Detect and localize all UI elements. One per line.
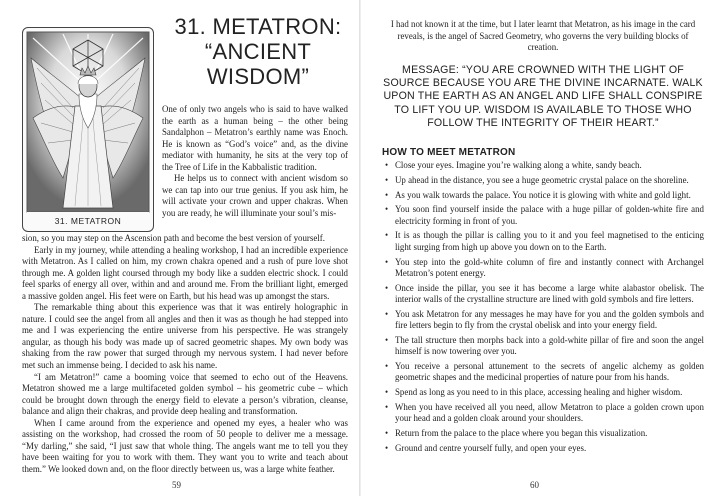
list-item bbox=[382, 428, 704, 439]
bullet-icon: • bbox=[385, 230, 389, 241]
angel-message: MESSAGE: “YOU ARE CROWNED WITH THE LIGHT OF SOURCE BECAUSE YOU ARE THE DIVINE INCARNATE. WALK UPON THE EARTH AS AN ANGEL AND LIFE SHALL CONSPIRE TO LIFT YOU UP. WISDOM IS AVAILABLE TO THOSE WHO FOLLOW THE INTEGRITY OF THEIR HEART.” bbox=[383, 64, 703, 129]
intro-paragraph: I had not known it at the time, but I later learnt that Metatron, as his image in the card reveals, is the angel of Sacred Geometry, who governs the very building blocks of creation. bbox=[390, 19, 696, 53]
metatron-card-illustration bbox=[22, 27, 154, 232]
bullet-icon: • bbox=[385, 308, 389, 319]
step-text: You receive a personal attunement to the secrets of angelic alchemy as golden geometric shapes and the medicinal properties of nature pour from his hands. bbox=[395, 360, 704, 383]
list-item bbox=[382, 160, 704, 171]
body-text bbox=[22, 233, 348, 475]
list-item bbox=[382, 387, 704, 398]
bullet-icon: • bbox=[385, 256, 389, 267]
paragraph: He helps us to connect with ancient wisdom so we can tap into our true genius. If you ask him, he will activate your crown and upper chakras. When you are ready, he will illuminate your soul’s mis- bbox=[162, 173, 348, 218]
list-item bbox=[382, 335, 704, 358]
paragraph: The remarkable thing about this experience was that it was entirely holographic in nature. I could see the angel from all angles and then it was as though he had stepped into me and I was experiencing the entire universe from his perspective. He was strangely angular, as though his body was made up of sacred geometric shapes. My own body was shaking from the raw power that surged through my nervous system. I had never before met such an immense being. I decided to ask his name. bbox=[22, 302, 348, 371]
bullet-icon: • bbox=[385, 189, 389, 200]
step-text: As you walk towards the palace. You notice it is glowing with white and gold light. bbox=[395, 189, 691, 200]
step-text: When you have received all you need, allow Metatron to place a golden crown upon your head and a golden cloak around your shoulders. bbox=[395, 401, 704, 424]
bullet-icon: • bbox=[385, 282, 389, 293]
step-text: You step into the gold-white column of fire and instantly connect with Archangel Metatron’s potent energy. bbox=[395, 256, 704, 278]
list-item bbox=[382, 309, 704, 332]
bullet-icon: • bbox=[385, 360, 389, 371]
list-item bbox=[382, 204, 704, 227]
step-text: Spend as long as you need to in this place, accessing healing and higher wisdom. bbox=[395, 387, 683, 398]
list-item bbox=[382, 361, 704, 384]
paragraph: Early in my journey, while attending a healing workshop, I had an incredible experience with Metatron. As I called on him, my crown chakra opened and a rush of pure love shot through me. A golden light coursed through my body like a sudden electric shock. I could feel sparks of energy all over, within and and around me. From the brilliant light, emerged a massive golden angel. His feet were on Earth, but his head was up amongst the stars. bbox=[22, 244, 348, 301]
step-text: Up ahead in the distance, you see a huge geometric crystal palace on the shoreline. bbox=[395, 174, 689, 185]
paragraph: sion, so you may step on the Ascension path and become the best version of yourself. bbox=[22, 233, 325, 243]
list-item bbox=[382, 443, 704, 454]
paragraph: One of only two angels who is said to have walked the earth as a human being – the other being Sandalphon – Metatron’s earthly name was Enoch. He is known as “God’s voice” and, as the divine mediator with humanity, he sits at the very top of the Tree of Life in the Kabbalistic tradition. bbox=[162, 104, 348, 172]
page-number: 60 bbox=[530, 480, 539, 490]
list-item bbox=[382, 283, 704, 306]
step-text: You soon find yourself inside the palace with a huge pillar of golden-white fire and electricity forming in front of you. bbox=[395, 204, 704, 226]
step-text: Close your eyes. Imagine you’re walking along a white, sandy beach. bbox=[395, 160, 642, 170]
list-item bbox=[382, 402, 704, 425]
bullet-icon: • bbox=[385, 401, 389, 412]
step-text: The tall structure then morphs back into a gold-white pillar of fire and soon the angel himself is now towering over you. bbox=[395, 334, 704, 357]
visualization-steps bbox=[382, 160, 704, 458]
right-page bbox=[362, 0, 720, 496]
list-item bbox=[382, 257, 704, 280]
bullet-icon: • bbox=[385, 387, 389, 398]
bullet-icon: • bbox=[385, 442, 389, 453]
chapter-title-line1: 31. METATRON: bbox=[174, 14, 342, 39]
bullet-icon: • bbox=[385, 160, 389, 170]
bullet-icon: • bbox=[385, 427, 389, 438]
list-item bbox=[382, 175, 704, 186]
bullet-icon: • bbox=[385, 204, 389, 215]
paragraph: When I came around from the experience and opened my eyes, a healer who was assisting on the workshop, had crossed the room of 50 people to deliver me a message. “My darling,” she said, “I just saw that whole thing. The angels want me to tell you they have been waiting for you to work with them. They want you to write and teach about them.” We looked down and, on the floor directly between us, was a large white feather. bbox=[22, 417, 348, 474]
step-text: Return from the palace to the place where you began this visualization. bbox=[395, 427, 648, 438]
bullet-icon: • bbox=[385, 174, 389, 185]
intro-text-beside-card bbox=[162, 104, 348, 219]
page-number: 59 bbox=[172, 480, 181, 490]
chapter-title bbox=[160, 14, 356, 89]
book-gutter bbox=[359, 0, 361, 496]
step-text: You ask Metatron for any messages he may have for you and the golden symbols and fire letters begin to fly from the crystal obelisk and into your energy field. bbox=[395, 308, 704, 331]
card-label: 31. METATRON bbox=[54, 216, 122, 226]
step-text: It is as though the pillar is calling you to it and you feel magnetised to the enticing light surging from high up above you down on to the Earth. bbox=[395, 230, 704, 252]
list-item bbox=[382, 190, 704, 201]
section-heading: HOW TO MEET METATRON bbox=[382, 147, 516, 158]
angel-illustration bbox=[23, 28, 153, 231]
step-text: Ground and centre yourself fully, and open your eyes. bbox=[395, 442, 587, 453]
bullet-icon: • bbox=[385, 334, 389, 345]
paragraph: “I am Metatron!” came a booming voice that seemed to echo out of the Heavens. Metatron showed me a large multifaceted golden symbol – his geometric cube – which could be brought down through the energy field to elevate a person’s vibration, cleanse, balance and align their chakras, and provide deep healing and transformation. bbox=[22, 371, 348, 417]
list-item bbox=[382, 230, 704, 253]
chapter-title-line2: “ANCIENT WISDOM” bbox=[204, 39, 312, 89]
step-text: Once inside the pillar, you see it has become a large white alabastor obelisk. The interior walls of the crystalline structure are lined with gold symbols and fire letters. bbox=[395, 282, 704, 304]
